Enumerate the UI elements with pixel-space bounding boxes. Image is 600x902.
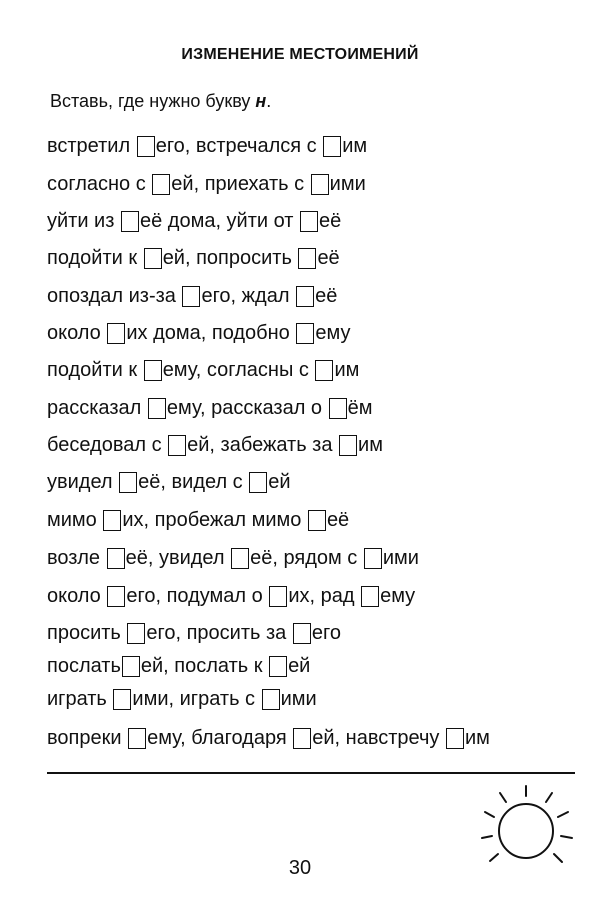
exercise-text: её, увидел [125, 547, 231, 569]
answer-box[interactable] [128, 728, 146, 749]
exercise-text: уйти из [47, 210, 120, 232]
answer-box[interactable] [103, 510, 121, 531]
answer-box[interactable] [119, 472, 137, 493]
exercise-text: ей, приехать с [171, 173, 310, 195]
exercise-text: рассказал [47, 397, 147, 419]
exercise-text: её [315, 285, 338, 307]
answer-box[interactable] [308, 510, 326, 531]
instruction-text: Вставь, где нужно букву [50, 91, 256, 111]
exercise-text: её [317, 247, 340, 269]
exercise-line [47, 508, 349, 532]
answer-box[interactable] [323, 136, 341, 157]
exercise-text: подойти к [47, 359, 143, 381]
answer-box[interactable] [364, 548, 382, 569]
instruction-end: . [266, 91, 272, 111]
answer-box[interactable] [107, 323, 125, 344]
exercise-text: её [326, 509, 350, 531]
exercise-text: их, пробежал мимо [122, 509, 307, 531]
exercise-line [47, 209, 341, 233]
exercise-text: его, подумал о [126, 585, 269, 607]
exercise-line [47, 246, 340, 270]
exercise-text: его, ждал [201, 285, 296, 307]
exercise-text: их, рад [288, 585, 361, 607]
exercise-text: играть [47, 688, 113, 710]
answer-box[interactable] [122, 656, 140, 677]
answer-box[interactable] [339, 435, 357, 456]
exercise-text: им [358, 434, 383, 456]
answer-box[interactable] [311, 174, 329, 195]
exercise-text: согласно с [47, 173, 152, 195]
exercise-text: ей [268, 471, 291, 493]
answer-box[interactable] [329, 398, 347, 419]
exercise-line [47, 321, 350, 345]
exercise-line [47, 470, 291, 494]
exercise-text: ими [280, 688, 317, 710]
answer-box[interactable] [296, 286, 314, 307]
answer-box[interactable] [269, 586, 287, 607]
exercise-text: их дома, подобно [126, 322, 296, 344]
exercise-line [47, 134, 367, 158]
answer-box[interactable] [262, 689, 280, 710]
exercise-line [47, 358, 359, 382]
exercise-text: ими [382, 547, 419, 569]
answer-box[interactable] [148, 398, 166, 419]
answer-box[interactable] [107, 586, 125, 607]
exercise-text: ему [380, 585, 416, 607]
answer-box[interactable] [127, 623, 145, 644]
exercise-text: ей, забежать за [187, 434, 339, 456]
exercise-text: им [334, 359, 360, 381]
exercise-text: её [319, 210, 342, 232]
exercise-text: её, видел с [138, 471, 249, 493]
exercise-text: ей, послать к [140, 655, 269, 677]
answer-box[interactable] [298, 248, 316, 269]
exercise-text: вопреки [47, 727, 128, 749]
exercise-text: ему [315, 322, 351, 344]
answer-box[interactable] [249, 472, 267, 493]
exercise-text: её дома, уйти от [139, 210, 300, 232]
exercise-text: ими [329, 173, 366, 195]
exercise-text: ём [347, 397, 373, 419]
answer-box[interactable] [144, 248, 162, 269]
exercise-text: мимо [47, 509, 103, 531]
answer-box[interactable] [113, 689, 131, 710]
exercise-text: его, встречался с [155, 135, 323, 157]
exercise-line [47, 621, 341, 645]
exercise-line [47, 687, 317, 711]
exercise-line [47, 726, 490, 750]
exercise-text: ему, благодаря [147, 727, 293, 749]
exercise-text: опоздал из-за [47, 285, 182, 307]
exercise-text: ей, навстречу [312, 727, 445, 749]
exercise-text: возле [47, 547, 106, 569]
exercise-text: его, просить за [146, 622, 292, 644]
instruction [50, 91, 271, 112]
exercise-line [47, 654, 310, 678]
exercise-text: беседовал с [47, 434, 168, 456]
exercise-text: ими, играть с [132, 688, 261, 710]
answer-box[interactable] [168, 435, 186, 456]
answer-box[interactable] [361, 586, 379, 607]
exercise-text: около [47, 322, 107, 344]
exercise-text: около [47, 585, 107, 607]
exercise-text: её, рядом с [250, 547, 363, 569]
exercise-text: подойти к [47, 247, 143, 269]
answer-box[interactable] [121, 211, 139, 232]
page-title: ИЗМЕНЕНИЕ МЕСТОИМЕНИЙ [181, 46, 419, 63]
exercise-text: ему, рассказал о [166, 397, 328, 419]
exercise-line [47, 584, 415, 608]
exercise-line [47, 396, 372, 420]
answer-box[interactable] [293, 623, 311, 644]
answer-box[interactable] [182, 286, 200, 307]
exercise-text: его [311, 622, 341, 644]
answer-box[interactable] [269, 656, 287, 677]
instruction-letter: н [255, 91, 267, 111]
exercise-text: им [464, 727, 490, 749]
answer-box[interactable] [137, 136, 155, 157]
exercise-text: встретил [47, 135, 136, 157]
exercise-text: ей, попросить [162, 247, 298, 269]
answer-box[interactable] [300, 211, 318, 232]
answer-box[interactable] [446, 728, 464, 749]
answer-box[interactable] [315, 360, 333, 381]
answer-box[interactable] [144, 360, 162, 381]
answer-box[interactable] [293, 728, 311, 749]
exercise-line [47, 284, 337, 308]
answer-box[interactable] [231, 548, 249, 569]
answer-box[interactable] [152, 174, 170, 195]
exercise-text: увидел [47, 471, 119, 493]
page-number: 30 [288, 857, 312, 879]
exercise-text: им [342, 135, 368, 157]
answer-box[interactable] [107, 548, 125, 569]
exercise-line [47, 433, 383, 457]
answer-box[interactable] [296, 323, 314, 344]
exercise-text: просить [47, 622, 127, 644]
exercise-text: ей [288, 655, 311, 677]
exercise-text: ему, согласны с [162, 359, 315, 381]
exercise-line [47, 546, 419, 570]
exercise-text: послать [47, 655, 121, 677]
exercise-line [47, 172, 366, 196]
